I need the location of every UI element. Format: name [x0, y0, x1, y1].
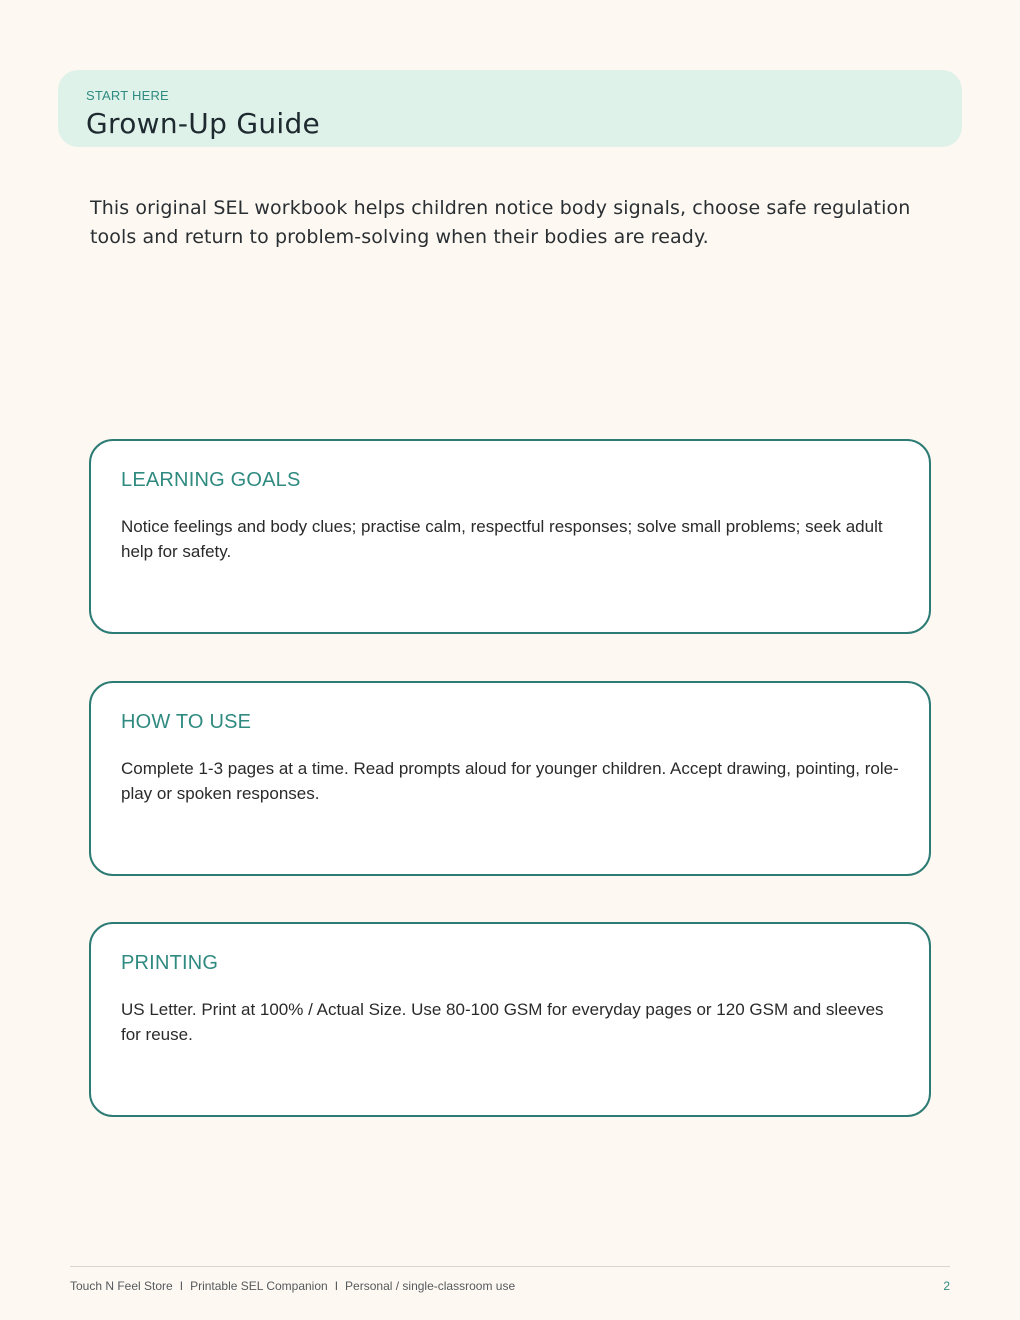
footer-product-name: Printable SEL Companion — [190, 1279, 328, 1293]
printing-card — [89, 922, 931, 1117]
intro-paragraph: This original SEL workbook helps children notice body signals, choose safe regulation tools and return to problem-solving when their bodies are ready. — [90, 197, 911, 248]
footer-divider — [70, 1266, 950, 1267]
card-body: US Letter. Print at 100% / Actual Size. Use 80-100 GSM for everyday pages or 120 GSM and sleeves for reuse. — [121, 1000, 884, 1044]
card-body: Complete 1-3 pages at a time. Read prompts aloud for younger children. Accept drawing, pointing, role-play or spoken responses. — [121, 759, 899, 803]
footer-store-name: Touch N Feel Store — [70, 1279, 173, 1293]
header-banner — [58, 70, 962, 147]
footer-separator: I — [179, 1279, 184, 1293]
card-body: Notice feelings and body clues; practise calm, respectful responses; solve small problems; seek adult help for safety. — [121, 517, 883, 561]
learning-goals-card — [89, 439, 931, 634]
footer-separator: I — [334, 1279, 339, 1293]
card-heading: LEARNING GOALS — [121, 469, 301, 491]
card-heading: HOW TO USE — [121, 711, 252, 733]
footer-license: Personal / single-classroom use — [345, 1279, 516, 1293]
page-title: Grown-Up Guide — [86, 107, 321, 140]
card-heading: PRINTING — [121, 952, 219, 974]
footer-credits — [70, 1278, 515, 1294]
page-number: 2 — [943, 1279, 950, 1293]
eyebrow-label: START HERE — [86, 88, 169, 103]
how-to-use-card — [89, 681, 931, 876]
